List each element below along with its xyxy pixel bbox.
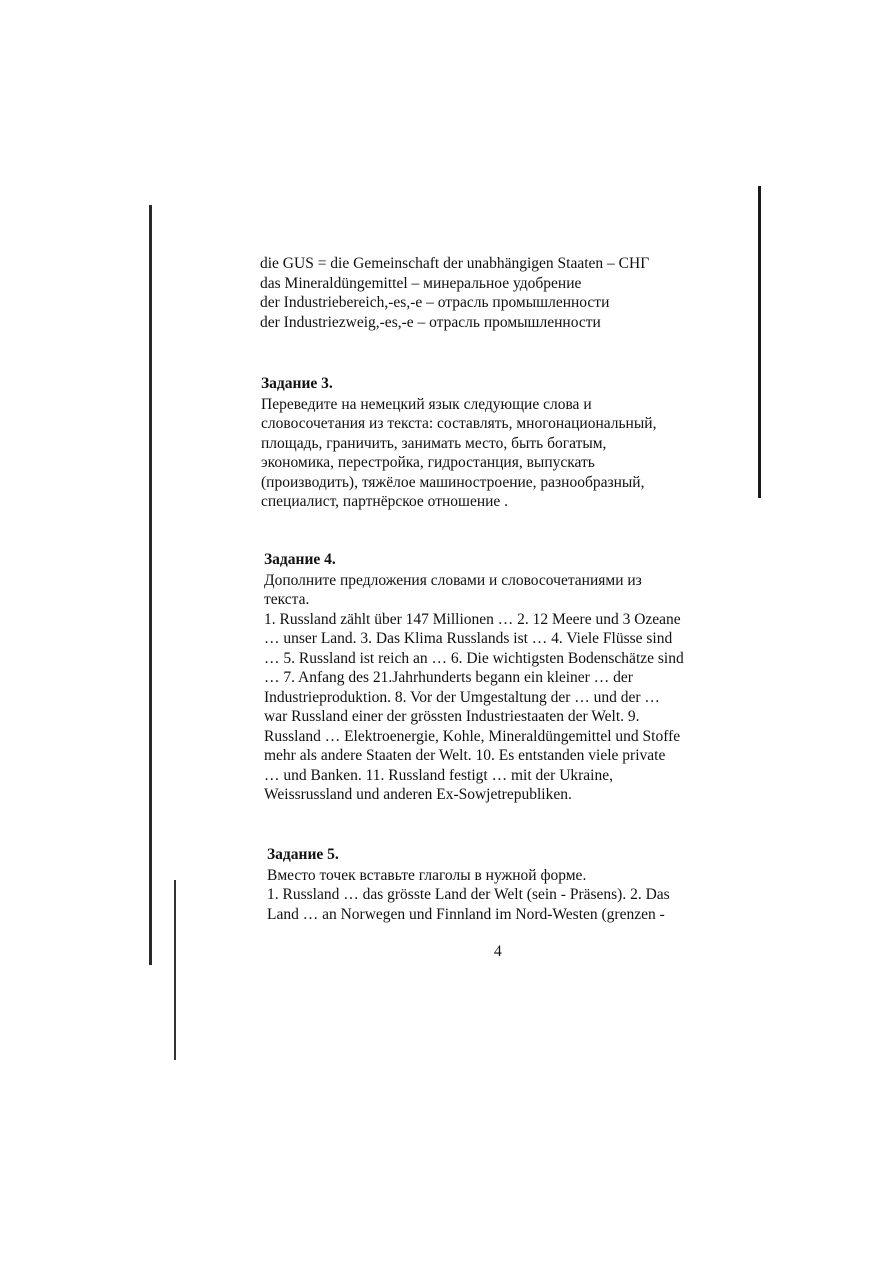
task-4-section: [264, 550, 684, 805]
task-4-line: war Russland einer der grössten Industriestaaten der Welt. 9.: [264, 708, 640, 725]
vocabulary-line: der Industriezweig,-es,-e – отрасль промышленности: [260, 313, 601, 331]
task-4-line: текста.: [264, 591, 310, 608]
task-4-line: … unser Land. 3. Das Klima Russlands ist … 4. Viele Flüsse sind: [264, 630, 673, 647]
scan-edge-right: [758, 186, 761, 498]
task-4-line: mehr als andere Staaten der Welt. 10. Es entstanden viele private: [264, 747, 666, 764]
task-3-line: словосочетания из текста: составлять, многонациональный,: [261, 415, 657, 432]
task-5-line: Land … an Norwegen und Finnland im Nord-Westen (grenzen -: [267, 905, 665, 923]
vocabulary-line: der Industriebereich,-es,-e – отрасль промышленности: [260, 294, 610, 311]
vocabulary-line: die GUS = die Gemeinschaft der unabhängigen Staaten – СНГ: [260, 255, 650, 272]
task-5-section: [267, 845, 670, 924]
scan-edge-left-lower: [174, 880, 176, 1060]
task-3-line: специалист, партнёрское отношение .: [261, 493, 509, 510]
task-4-line: Weissrussland und anderen Ex-Sowjetrepubliken.: [264, 786, 572, 803]
task-4-line: … 5. Russland ist reich an … 6. Die wichtigsten Bodenschätze sind: [264, 649, 684, 667]
task-3-heading: Задание 3.: [261, 375, 333, 392]
task-4-line: … 7. Anfang des 21.Jahrhunderts begann ein kleiner … der: [264, 669, 633, 686]
page-number: 4: [494, 943, 502, 960]
task-5-heading: Задание 5.: [267, 846, 339, 863]
task-3-line: площадь, граничить, занимать место, быть богатым,: [261, 434, 607, 452]
task-4-line: 1. Russland zählt über 147 Millionen … 2. 12 Meere und 3 Ozeane: [264, 610, 681, 628]
task-4-line: Industrieproduktion. 8. Vor der Umgestaltung der … und der …: [264, 688, 660, 706]
vocabulary-line: das Mineraldüngemittel – минеральное удобрение: [260, 274, 582, 292]
task-3-section: [261, 374, 656, 512]
vocabulary-list: [260, 254, 649, 332]
task-3-line: (производить), тяжёлое машиностроение, разнообразный,: [261, 473, 645, 491]
task-4-line: Russland … Elektroenergie, Kohle, Mineraldüngemittel und Stoffe: [264, 727, 681, 745]
task-3-line: экономика, перестройка, гидростанция, выпускать: [261, 454, 595, 471]
task-4-line: … und Banken. 11. Russland festigt … mit der Ukraine,: [264, 766, 613, 784]
task-5-line: 1. Russland … das grösste Land der Welt (sein - Präsens). 2. Das: [267, 886, 670, 903]
task-4-line: Дополните предложения словами и словосочетаниями из: [264, 571, 642, 589]
task-3-line: Переведите на немецкий язык следующие слова и: [261, 395, 592, 413]
task-4-heading: Задание 4.: [264, 551, 336, 568]
scan-edge-left: [149, 205, 152, 965]
task-5-line: Вместо точек вставьте глаголы в нужной форме.: [267, 866, 587, 884]
